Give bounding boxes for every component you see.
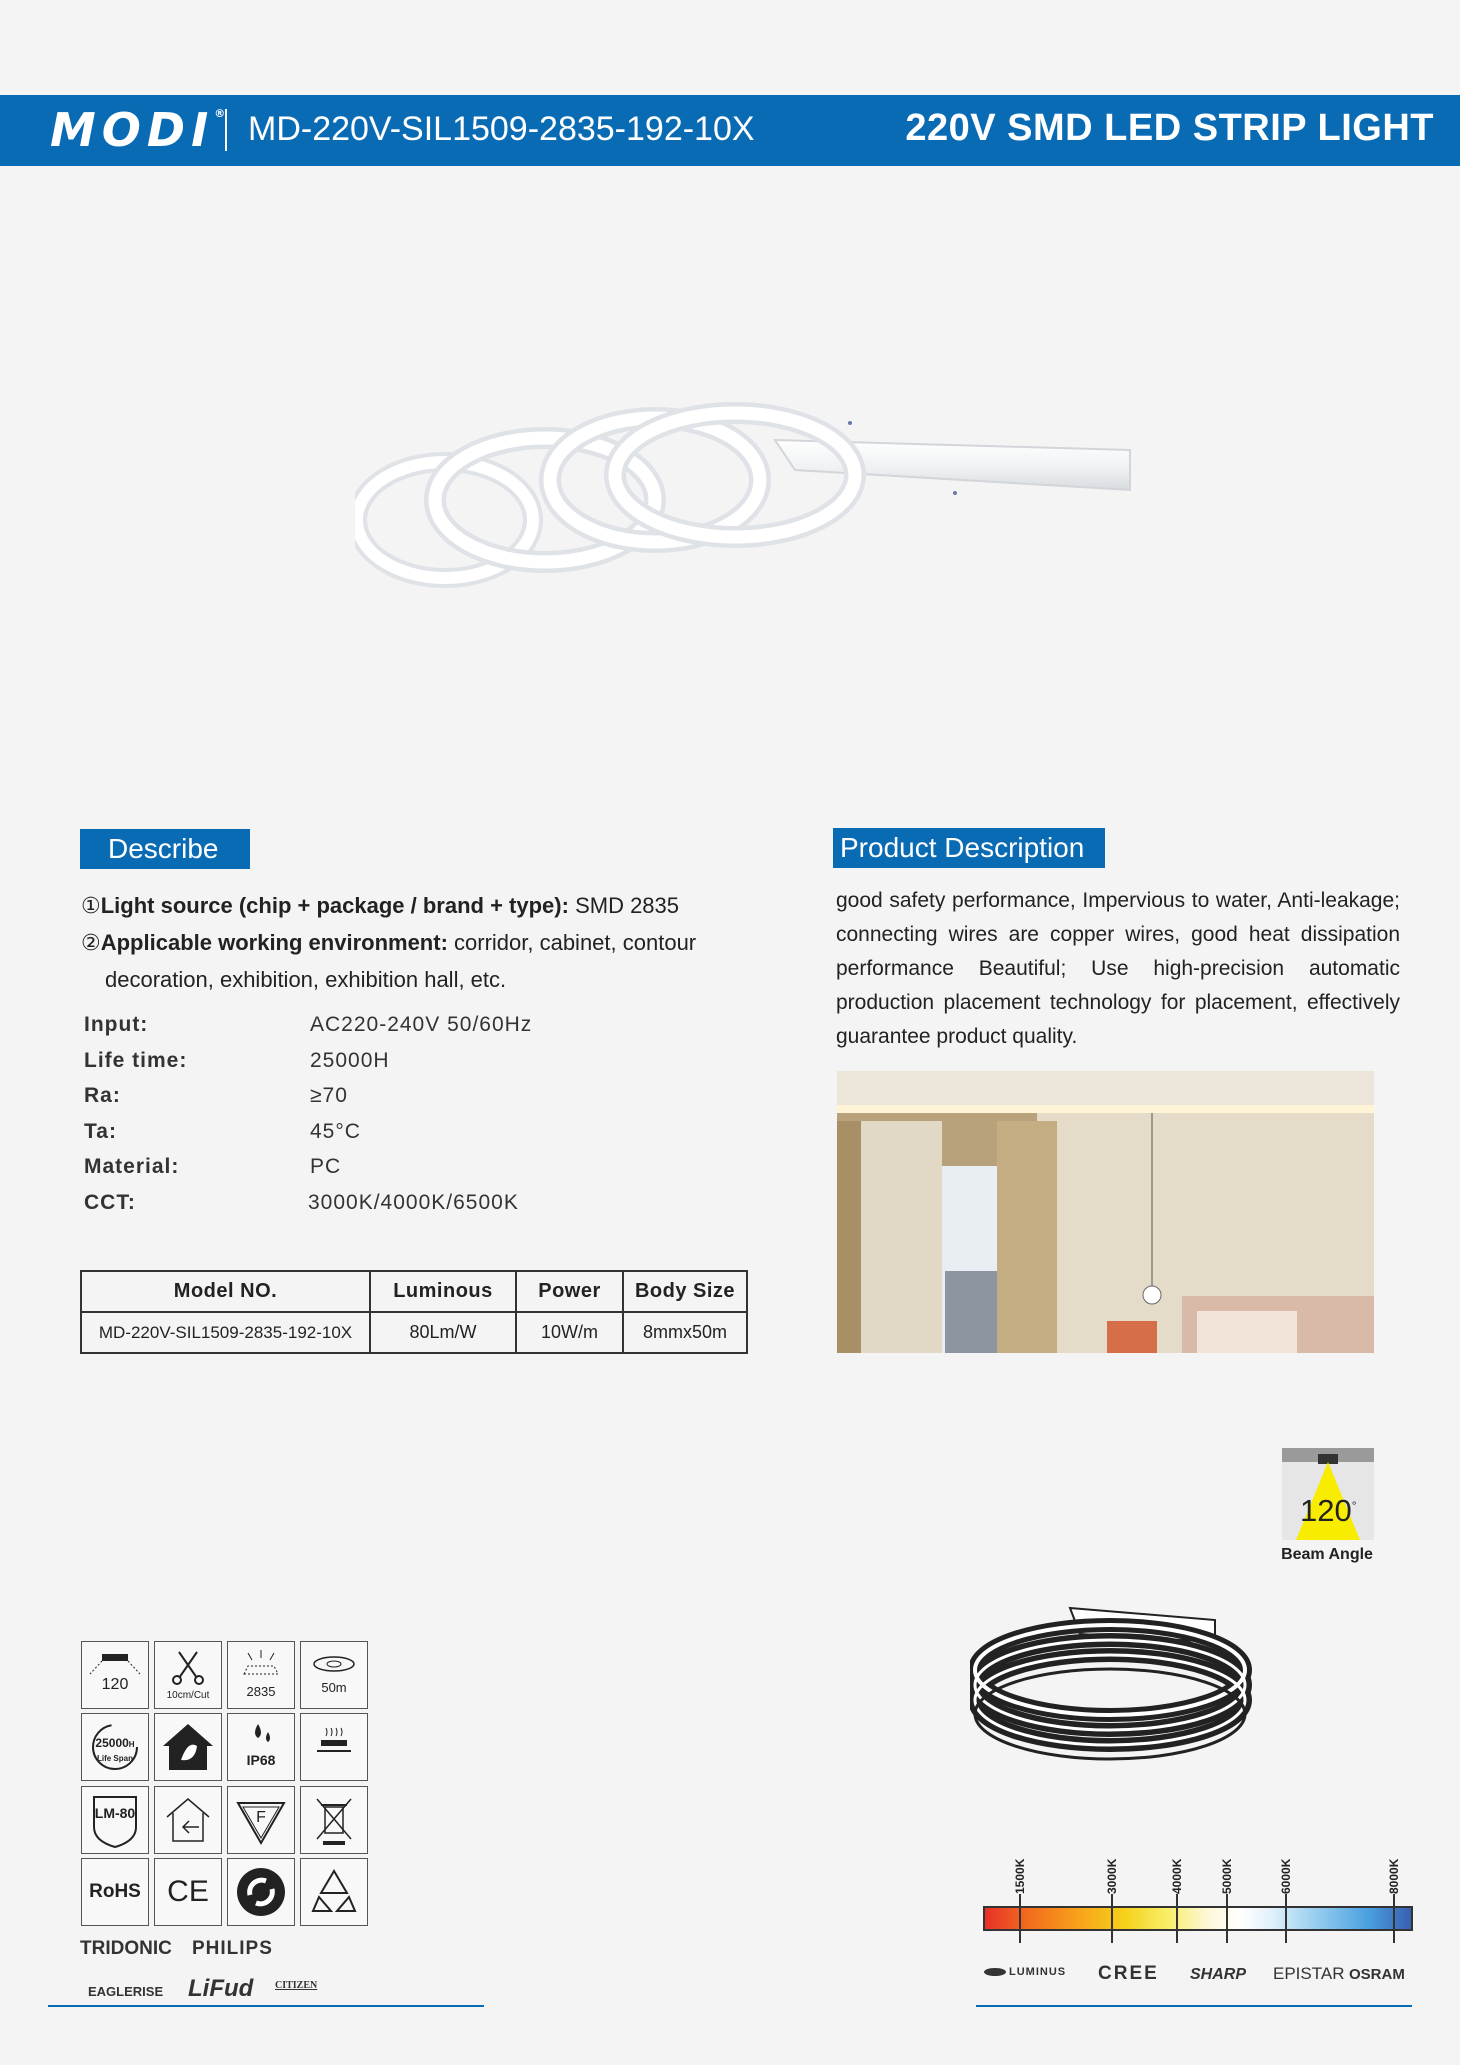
brand-citizen: CITIZEN: [275, 1980, 318, 1991]
product-description-text: good safety performance, Impervious to water, Anti-leakage; connecting wires are copper wires, good heat dissipation performance Beautiful; Use high-precision automatic production placement technology for placement, effectively guarantee product quality.: [836, 889, 1400, 1048]
indoor-house-icon: [154, 1713, 222, 1781]
recycle-icon: [300, 1858, 368, 1926]
rohs-label: RoHS: [89, 1881, 141, 1902]
cut-label: 10cm/Cut: [166, 1690, 210, 1701]
table-cell: 80Lm/W: [370, 1312, 516, 1353]
degree-mark: °: [1351, 1498, 1357, 1513]
registered-mark: ®: [214, 107, 226, 120]
f-mark-icon: [227, 1786, 295, 1854]
product-description-tag: Product Description: [833, 828, 1105, 868]
spec-row: [84, 1013, 724, 1049]
header-bar: [0, 95, 1460, 166]
cct-label: 6000K: [1279, 1858, 1293, 1894]
life-number: 25000: [95, 1736, 129, 1750]
cct-tick: [1226, 1894, 1228, 1943]
brand-sharp: SHARP: [1190, 1966, 1247, 1983]
life-span-icon: [81, 1713, 149, 1781]
table-header: Power: [516, 1271, 623, 1312]
beam-angle-value: [1300, 1493, 1357, 1529]
bottom-divider-left: [48, 2005, 484, 2007]
environment-continuation: decoration, exhibition, exhibition hall, etc.: [105, 967, 507, 992]
environment-label: Applicable working environment:: [100, 930, 448, 955]
product-type-title: 220V SMD LED STRIP LIGHT: [905, 107, 1434, 149]
environment-value: corridor, cabinet, contour: [447, 930, 697, 955]
spec-label: Ra:: [84, 1084, 121, 1107]
brand-epistar: EPISTAR: [1273, 1964, 1345, 1983]
table-header: Luminous: [370, 1271, 516, 1312]
environment-line: [81, 924, 781, 961]
cct-scale: [983, 1850, 1413, 1940]
indoor-use-icon: [154, 1786, 222, 1854]
cct-tick: [1111, 1894, 1113, 1943]
spec-label: Ta:: [84, 1119, 117, 1143]
cct-label: 4000K: [1170, 1858, 1184, 1894]
spec-list: [84, 1013, 724, 1226]
ip68-label: IP68: [246, 1752, 276, 1768]
f-mark-label: F: [256, 1809, 266, 1826]
bedroom-application-image: [837, 1071, 1374, 1353]
table-header-row: [81, 1271, 747, 1312]
rohs-icon: [81, 1858, 149, 1926]
cct-tick: [1285, 1894, 1287, 1943]
table-cell: 10W/m: [516, 1312, 623, 1353]
cct-tick: [1176, 1894, 1178, 1943]
spec-value: PC: [310, 1155, 342, 1178]
length-label: 50m: [321, 1680, 347, 1695]
brand-cree: CREE: [1098, 1963, 1159, 1984]
lm80-badge-icon: [81, 1786, 149, 1854]
brand-luminus: [984, 1966, 1066, 1978]
life-span-label: Life Span: [96, 1754, 133, 1763]
bottom-divider-right: [976, 2005, 1412, 2007]
weee-bin-icon: [300, 1786, 368, 1854]
spec-label: Input:: [84, 1013, 149, 1036]
table-header: Body Size: [623, 1271, 747, 1312]
spec-value: 3000K/4000K/6500K: [308, 1190, 519, 1214]
table-row: [81, 1312, 747, 1353]
scissors-icon: [154, 1641, 222, 1709]
life-span-value: [82, 1736, 148, 1750]
ce-mark-icon: [154, 1858, 222, 1926]
table-cell: MD-220V-SIL1509-2835-192-10X: [81, 1312, 370, 1353]
model-number-title: MD-220V-SIL1509-2835-192-10X: [248, 110, 755, 148]
cct-tick: [1393, 1894, 1395, 1943]
strip-coil-drawing: [970, 1600, 1260, 1770]
cct-gradient-bar: [983, 1906, 1413, 1931]
spec-row: [84, 1155, 724, 1191]
light-source-label: Light source (chip + package / brand + type):: [100, 893, 569, 918]
brand-tridonic: TRIDONIC: [80, 1938, 172, 1959]
cct-label: 1500K: [1013, 1858, 1027, 1894]
brand-philips: PHILIPS: [192, 1938, 273, 1959]
model-table: [80, 1270, 748, 1354]
cct-tick: [1019, 1894, 1021, 1943]
ip68-waterproof-icon: [227, 1713, 295, 1781]
spec-value: ≥70: [310, 1084, 348, 1107]
logo-text: MODI: [50, 103, 215, 157]
spec-label: Life time:: [84, 1048, 188, 1072]
luminus-mark-icon: [984, 1968, 1006, 1976]
lm80-label: LM-80: [94, 1805, 136, 1821]
reel-length-icon: [300, 1641, 368, 1709]
spec-value: 25000H: [310, 1048, 390, 1072]
table-header: Model NO.: [81, 1271, 370, 1312]
light-source-value: SMD 2835: [568, 893, 680, 918]
describe-text: [81, 887, 781, 998]
luminus-text: LUMINUS: [1009, 1966, 1067, 1978]
brand-lifud: LiFud: [188, 1975, 254, 2002]
table-cell: 8mmx50m: [623, 1312, 747, 1353]
beam-angle-label: Beam Angle: [1281, 1546, 1373, 1563]
spec-value: 45°C: [310, 1119, 361, 1143]
spec-row: [84, 1084, 724, 1120]
beam-icon-label: 120: [101, 1676, 129, 1693]
marker-2: ②: [81, 930, 101, 955]
modi-logo: [50, 103, 225, 157]
marker-1: ①: [81, 893, 101, 918]
beam-angle-feature-icon: [81, 1641, 149, 1709]
light-source-line: [81, 887, 781, 924]
header-divider: [225, 109, 227, 151]
describe-tag: Describe: [80, 829, 250, 869]
chip-label: 2835: [246, 1684, 276, 1699]
life-unit: H: [128, 1740, 135, 1749]
heat-dissipation-icon: [300, 1713, 368, 1781]
ce-label: CE: [167, 1875, 209, 1908]
cct-label: 5000K: [1220, 1858, 1234, 1894]
spec-value: AC220-240V 50/60Hz: [310, 1013, 533, 1036]
green-dot-icon: [227, 1858, 295, 1926]
led-strip-product-image: [355, 375, 1135, 615]
brand-osram: OSRAM: [1349, 1966, 1405, 1983]
spec-row: [84, 1049, 724, 1085]
cct-label: 3000K: [1105, 1858, 1119, 1894]
cct-label: 8000K: [1387, 1858, 1401, 1894]
spec-label: CCT:: [84, 1190, 136, 1214]
spec-row: [84, 1191, 724, 1227]
brand-eaglerise: EAGLERISE: [88, 1984, 164, 1999]
beam-angle-number: 120: [1300, 1493, 1352, 1528]
chip-2835-icon: [227, 1641, 295, 1709]
spec-row: [84, 1120, 724, 1156]
spec-label: Material:: [84, 1155, 180, 1178]
